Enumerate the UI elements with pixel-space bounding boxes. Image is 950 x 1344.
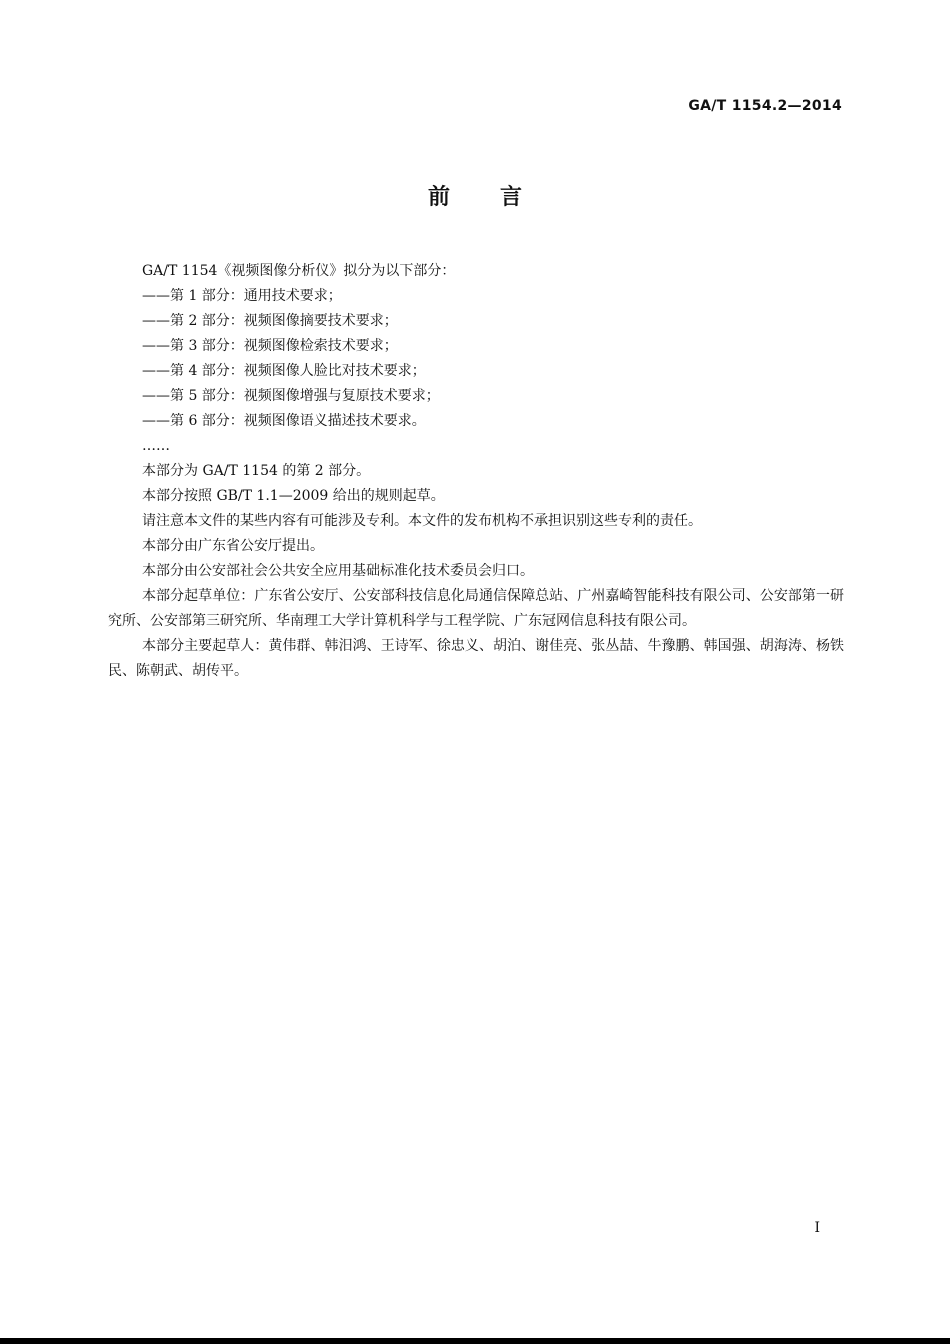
paragraph: 本部分为 GA/T 1154 的第 2 部分。 [142, 463, 371, 479]
bottom-edge-bar [0, 1338, 950, 1344]
list-item: ——第 5 部分：视频图像增强与复原技术要求； [142, 388, 440, 404]
list-item: ——第 1 部分：通用技术要求； [142, 288, 342, 304]
intro-paragraph: GA/T 1154《视频图像分析仪》拟分为以下部分： [142, 263, 456, 279]
list-item: ——第 3 部分：视频图像检索技术要求； [142, 338, 398, 354]
paragraph: 本部分主要起草人：黄伟群、韩汨鸿、王诗军、徐忠义、胡泊、谢佳亮、张丛喆、牛豫鹏、韩国强、胡海涛、杨铁民、陈朝武、胡传平。 [108, 638, 844, 679]
ellipsis: …… [142, 438, 170, 454]
foreword-body [108, 259, 844, 684]
paragraph: 本部分由广东省公安厅提出。 [142, 538, 324, 554]
paragraph: 本部分起草单位：广东省公安厅、公安部科技信息化局通信保障总站、广州嘉崎智能科技有限公司、公安部第一研究所、公安部第三研究所、华南理工大学计算机科学与工程学院、广东冠网信息科技有限公司。 [108, 588, 844, 629]
paragraph: 请注意本文件的某些内容有可能涉及专利。本文件的发布机构不承担识别这些专利的责任。 [142, 513, 702, 529]
paragraph: 本部分由公安部社会公共安全应用基础标准化技术委员会归口。 [142, 563, 534, 579]
paragraph: 本部分按照 GB/T 1.1—2009 给出的规则起草。 [142, 488, 445, 504]
page-title: 前言 [427, 185, 572, 210]
list-item: ——第 2 部分：视频图像摘要技术要求； [142, 313, 398, 329]
list-item: ——第 4 部分：视频图像人脸比对技术要求； [142, 363, 426, 379]
list-item: ——第 6 部分：视频图像语义描述技术要求。 [142, 413, 426, 429]
standard-code: GA/T 1154.2—2014 [688, 98, 842, 114]
page-number: I [814, 1220, 820, 1236]
